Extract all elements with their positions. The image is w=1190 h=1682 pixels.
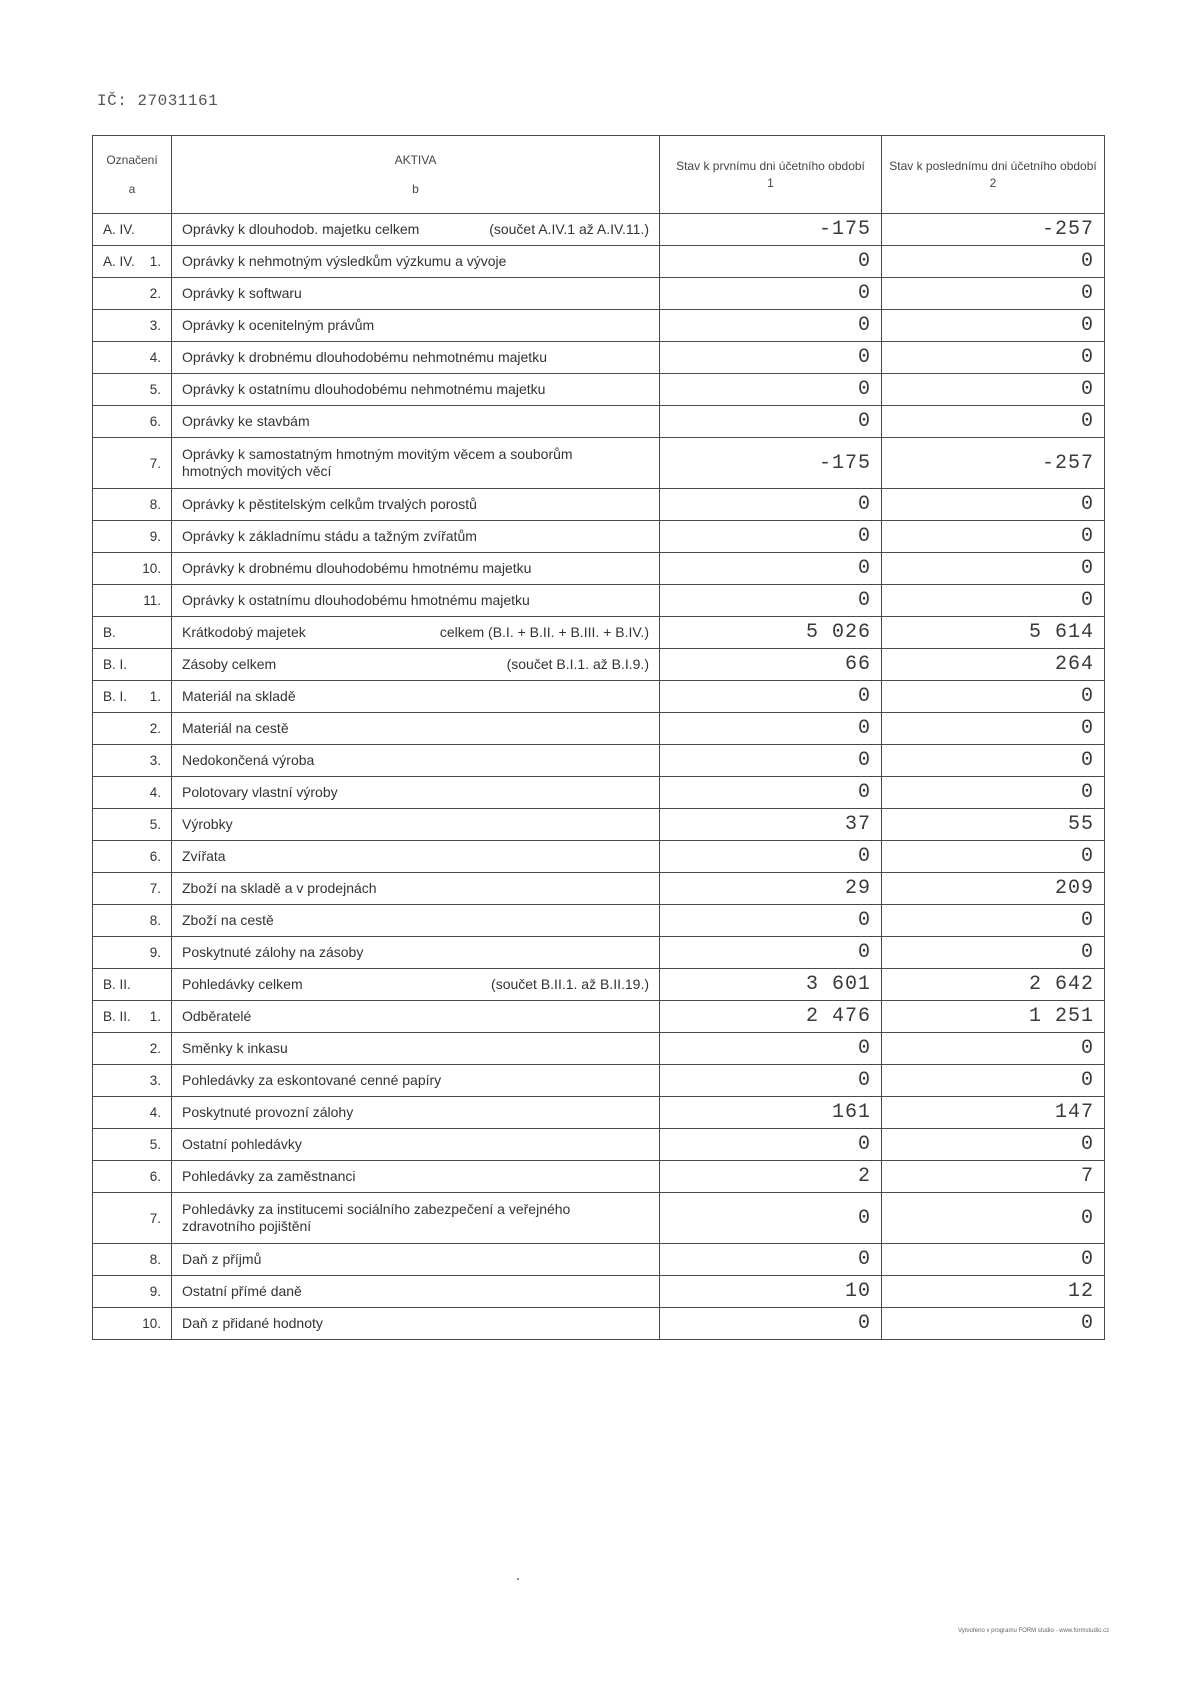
row-item-number: 4.: [149, 785, 161, 800]
row-designation: [93, 873, 172, 905]
table-row: [93, 246, 1105, 278]
header-last-day-sub: 2: [989, 175, 997, 190]
row-label: Odběratelé: [182, 1008, 252, 1024]
row-designation: [93, 777, 172, 809]
row-value-first-day: 0: [660, 521, 882, 553]
table-row: [93, 1129, 1105, 1161]
row-value-first-day: 0: [660, 489, 882, 521]
row-item-number: 5.: [149, 1137, 161, 1152]
row-value-first-day: 0: [660, 342, 882, 374]
row-description: [172, 1065, 660, 1097]
table-row: [93, 278, 1105, 310]
row-description: [172, 1308, 660, 1340]
row-value-last-day: 0: [882, 1193, 1105, 1244]
row-value-last-day: 0: [882, 278, 1105, 310]
row-label: Výrobky: [182, 816, 233, 832]
row-description: [172, 1244, 660, 1276]
table-row: [93, 1065, 1105, 1097]
row-designation: [93, 374, 172, 406]
row-value-last-day: 0: [882, 406, 1105, 438]
row-description: [172, 1033, 660, 1065]
row-value-last-day: -257: [882, 438, 1105, 489]
row-value-last-day: 0: [882, 1308, 1105, 1340]
row-value-first-day: 0: [660, 777, 882, 809]
table-row: [93, 406, 1105, 438]
row-designation: [93, 489, 172, 521]
row-description: [172, 617, 660, 649]
row-value-last-day: 0: [882, 342, 1105, 374]
row-value-last-day: 147: [882, 1097, 1105, 1129]
row-value-first-day: 2 476: [660, 1001, 882, 1033]
row-label: Zboží na cestě: [182, 912, 274, 928]
row-value-last-day: 0: [882, 1033, 1105, 1065]
row-value-last-day: 264: [882, 649, 1105, 681]
row-value-last-day: 0: [882, 585, 1105, 617]
row-value-last-day: 0: [882, 745, 1105, 777]
table-row: [93, 681, 1105, 713]
row-value-first-day: 0: [660, 374, 882, 406]
row-item-number: 6.: [149, 414, 161, 429]
row-designation: [93, 905, 172, 937]
row-description: [172, 969, 660, 1001]
row-value-first-day: 66: [660, 649, 882, 681]
table-row: [93, 649, 1105, 681]
row-value-last-day: 1 251: [882, 1001, 1105, 1033]
row-label: Zásoby celkem: [182, 656, 277, 672]
row-value-first-day: 0: [660, 585, 882, 617]
row-sum-note: (součet B.II.1. až B.II.19.): [491, 976, 649, 992]
row-designation: [93, 1033, 172, 1065]
row-value-first-day: 0: [660, 310, 882, 342]
table-row: [93, 1001, 1105, 1033]
row-label: Daň z příjmů: [182, 1251, 262, 1267]
row-value-last-day: 209: [882, 873, 1105, 905]
row-designation: [93, 937, 172, 969]
row-description: [172, 841, 660, 873]
row-label: Daň z přidané hodnoty: [182, 1315, 323, 1331]
table-row: [93, 374, 1105, 406]
row-description: [172, 438, 660, 489]
row-level-code: B. I.: [103, 689, 128, 704]
header-assets-label: AKTIVA: [394, 152, 437, 167]
table-row: [93, 1097, 1105, 1129]
row-value-last-day: 0: [882, 1244, 1105, 1276]
row-description: [172, 1193, 660, 1244]
row-label: Pohledávky za zaměstnanci: [182, 1168, 356, 1184]
row-description: [172, 905, 660, 937]
row-value-last-day: 5 614: [882, 617, 1105, 649]
row-designation: [93, 1097, 172, 1129]
row-label: Oprávky k pěstitelským celkům trvalých porostů: [182, 496, 477, 512]
header-last-day: [882, 136, 1105, 214]
table-row: [93, 585, 1105, 617]
row-item-number: 4.: [149, 350, 161, 365]
row-designation: [93, 342, 172, 374]
row-value-last-day: 12: [882, 1276, 1105, 1308]
row-description: [172, 521, 660, 553]
row-value-last-day: 0: [882, 841, 1105, 873]
table-row: [93, 342, 1105, 374]
row-value-first-day: 37: [660, 809, 882, 841]
row-label: Pohledávky celkem: [182, 976, 303, 992]
row-label: Směnky k inkasu: [182, 1040, 288, 1056]
header-designation-label: Označení: [106, 152, 158, 167]
header-first-day-sub: 1: [767, 175, 774, 190]
row-designation: [93, 1244, 172, 1276]
row-designation: [93, 214, 172, 246]
row-description: [172, 777, 660, 809]
row-description: [172, 374, 660, 406]
row-value-last-day: 0: [882, 1065, 1105, 1097]
row-value-last-day: 0: [882, 905, 1105, 937]
row-item-number: 4.: [149, 1105, 161, 1120]
row-value-first-day: -175: [660, 214, 882, 246]
table-row: [93, 489, 1105, 521]
row-description: [172, 553, 660, 585]
row-item-number: 8.: [149, 497, 161, 512]
row-value-last-day: 0: [882, 310, 1105, 342]
balance-sheet-assets-table: [92, 135, 1105, 1340]
row-label: Polotovary vlastní výroby: [182, 784, 338, 800]
row-item-number: 7.: [149, 881, 161, 896]
row-value-last-day: 0: [882, 713, 1105, 745]
row-value-first-day: 161: [660, 1097, 882, 1129]
table-row: [93, 809, 1105, 841]
row-description: [172, 713, 660, 745]
row-value-first-day: 5 026: [660, 617, 882, 649]
row-value-last-day: 0: [882, 521, 1105, 553]
row-item-number: 10.: [142, 1316, 161, 1331]
row-item-number: 9.: [149, 1284, 161, 1299]
row-item-number: 1.: [149, 1009, 161, 1024]
row-value-last-day: 0: [882, 489, 1105, 521]
row-designation: [93, 246, 172, 278]
row-level-code: A. IV.: [103, 254, 135, 269]
row-designation: [93, 553, 172, 585]
row-label: Nedokončená výroba: [182, 752, 315, 768]
row-value-first-day: 0: [660, 1065, 882, 1097]
header-assets-sub: b: [412, 181, 419, 196]
row-label: Oprávky k drobnému dlouhodobému hmotnému majetku: [182, 560, 532, 576]
row-label: Krátkodobý majetek: [182, 624, 306, 640]
row-value-last-day: 0: [882, 681, 1105, 713]
row-value-first-day: 0: [660, 1033, 882, 1065]
row-value-first-day: 0: [660, 713, 882, 745]
row-value-first-day: 0: [660, 278, 882, 310]
row-description: [172, 310, 660, 342]
row-label: Oprávky k drobnému dlouhodobému nehmotnému majetku: [182, 349, 547, 365]
row-value-first-day: 0: [660, 1308, 882, 1340]
table-row: [93, 1276, 1105, 1308]
row-label: Poskytnuté provozní zálohy: [182, 1104, 354, 1120]
row-description: [172, 873, 660, 905]
row-value-first-day: 3 601: [660, 969, 882, 1001]
header-first-day: [660, 136, 882, 214]
row-item-number: 10.: [142, 561, 161, 576]
row-item-number: 3.: [149, 318, 161, 333]
row-designation: [93, 745, 172, 777]
row-label: Ostatní přímé daně: [182, 1283, 302, 1299]
row-item-number: 3.: [149, 1073, 161, 1088]
row-value-first-day: 0: [660, 1129, 882, 1161]
scan-speck: [517, 1578, 519, 1580]
table-row: [93, 1033, 1105, 1065]
row-item-number: 5.: [149, 382, 161, 397]
row-description: [172, 745, 660, 777]
row-designation: [93, 521, 172, 553]
row-value-first-day: 0: [660, 246, 882, 278]
row-value-last-day: 0: [882, 246, 1105, 278]
row-sum-note: celkem (B.I. + B.II. + B.III. + B.IV.): [439, 624, 649, 640]
row-level-code: B. II.: [103, 1009, 131, 1024]
row-label: Oprávky k ocenitelným právům: [182, 317, 375, 333]
row-item-number: 9.: [149, 529, 161, 544]
row-item-number: 8.: [149, 1252, 161, 1267]
header-assets: [172, 136, 660, 214]
row-designation: [93, 1193, 172, 1244]
row-value-last-day: -257: [882, 214, 1105, 246]
table-row: [93, 1161, 1105, 1193]
row-designation: [93, 617, 172, 649]
row-designation: [93, 809, 172, 841]
header-first-day-label: Stav k prvnímu dni účetního období: [676, 158, 865, 173]
row-value-last-day: 0: [882, 937, 1105, 969]
row-description: [172, 681, 660, 713]
table-row: [93, 1244, 1105, 1276]
row-designation: [93, 310, 172, 342]
row-designation: [93, 1129, 172, 1161]
row-description: [172, 585, 660, 617]
row-label: Oprávky k základnímu stádu a tažným zvířatům: [182, 528, 477, 544]
row-description: [172, 406, 660, 438]
row-value-last-day: 0: [882, 553, 1105, 585]
row-label: Oprávky k ostatnímu dlouhodobému hmotnému majetku: [182, 592, 530, 608]
row-value-last-day: 2 642: [882, 969, 1105, 1001]
row-designation: [93, 841, 172, 873]
row-description: [172, 214, 660, 246]
company-id: IČ: 27031161: [97, 92, 219, 110]
row-value-first-day: 0: [660, 681, 882, 713]
row-label: Oprávky k samostatným hmotným movitým věcem a souborům hmotných movitých věcí: [182, 446, 573, 479]
header-designation: [93, 136, 172, 214]
row-item-number: 6.: [149, 849, 161, 864]
row-value-last-day: 0: [882, 777, 1105, 809]
row-value-first-day: 0: [660, 745, 882, 777]
row-designation: [93, 1276, 172, 1308]
row-designation: [93, 1065, 172, 1097]
row-value-first-day: 29: [660, 873, 882, 905]
row-description: [172, 246, 660, 278]
table-row: [93, 310, 1105, 342]
row-sum-note: (součet B.I.1. až B.I.9.): [506, 656, 649, 672]
row-label: Pohledávky za eskontované cenné papíry: [182, 1072, 442, 1088]
row-label: Zboží na skladě a v prodejnách: [182, 880, 377, 896]
row-value-first-day: 0: [660, 1244, 882, 1276]
table-row: [93, 777, 1105, 809]
table-row: [93, 905, 1105, 937]
table-row: [93, 713, 1105, 745]
row-value-first-day: 0: [660, 553, 882, 585]
row-item-number: 9.: [149, 945, 161, 960]
row-item-number: 8.: [149, 913, 161, 928]
row-designation: [93, 438, 172, 489]
row-designation: [93, 585, 172, 617]
row-label: Oprávky k ostatnímu dlouhodobému nehmotnému majetku: [182, 381, 546, 397]
row-label: Oprávky k nehmotným výsledkům výzkumu a vývoje: [182, 253, 507, 269]
row-label: Materiál na cestě: [182, 720, 289, 736]
row-value-first-day: 0: [660, 1193, 882, 1244]
table-row: [93, 873, 1105, 905]
table-row: [93, 937, 1105, 969]
row-item-number: 2.: [149, 721, 161, 736]
row-description: [172, 1129, 660, 1161]
row-level-code: A. IV.: [103, 222, 135, 237]
row-description: [172, 1001, 660, 1033]
row-sum-note: (součet A.IV.1 až A.IV.11.): [489, 221, 649, 237]
row-designation: [93, 713, 172, 745]
row-value-first-day: 0: [660, 841, 882, 873]
table-row: [93, 438, 1105, 489]
row-description: [172, 1097, 660, 1129]
row-designation: [93, 969, 172, 1001]
row-designation: [93, 649, 172, 681]
row-description: [172, 1161, 660, 1193]
row-level-code: B.: [103, 625, 116, 640]
row-item-number: 3.: [149, 753, 161, 768]
row-designation: [93, 278, 172, 310]
row-item-number: 1.: [149, 254, 161, 269]
row-item-number: 1.: [149, 689, 161, 704]
row-value-first-day: 0: [660, 937, 882, 969]
row-value-first-day: 2: [660, 1161, 882, 1193]
row-designation: [93, 681, 172, 713]
table-header-row: [93, 136, 1105, 214]
row-description: [172, 809, 660, 841]
row-label: Zvířata: [182, 848, 226, 864]
table-row: [93, 745, 1105, 777]
row-value-first-day: -175: [660, 438, 882, 489]
row-label: Pohledávky za institucemi sociálního zabezpečení a veřejného zdravotního pojištění: [182, 1201, 571, 1234]
row-item-number: 7.: [149, 1210, 161, 1226]
table-row: [93, 553, 1105, 585]
row-label: Ostatní pohledávky: [182, 1136, 302, 1152]
row-description: [172, 489, 660, 521]
row-item-number: 6.: [149, 1169, 161, 1184]
row-designation: [93, 1161, 172, 1193]
row-label: Materiál na skladě: [182, 688, 296, 704]
table-row: [93, 521, 1105, 553]
row-item-number: 2.: [149, 286, 161, 301]
table-row: [93, 1193, 1105, 1244]
header-designation-sub: a: [128, 181, 136, 196]
table-row: [93, 214, 1105, 246]
row-label: Oprávky k dlouhodob. majetku celkem: [182, 221, 420, 237]
row-designation: [93, 1308, 172, 1340]
row-value-last-day: 0: [882, 1129, 1105, 1161]
table-body: [93, 214, 1105, 1340]
row-level-code: B. I.: [103, 657, 128, 672]
row-description: [172, 937, 660, 969]
row-item-number: 11.: [143, 593, 161, 608]
row-item-number: 2.: [149, 1041, 161, 1056]
row-value-first-day: 10: [660, 1276, 882, 1308]
footer-credit: Vytvořeno v programu FORM studio - www.formstudio.cz: [958, 1628, 1110, 1634]
row-description: [172, 342, 660, 374]
row-value-last-day: 55: [882, 809, 1105, 841]
row-value-last-day: 7: [882, 1161, 1105, 1193]
row-label: Oprávky ke stavbám: [182, 413, 310, 429]
row-description: [172, 278, 660, 310]
row-description: [172, 649, 660, 681]
row-label: Poskytnuté zálohy na zásoby: [182, 944, 364, 960]
row-designation: [93, 406, 172, 438]
row-label: Oprávky k softwaru: [182, 285, 302, 301]
row-level-code: B. II.: [103, 977, 131, 992]
row-value-last-day: 0: [882, 374, 1105, 406]
header-last-day-label: Stav k poslednímu dni účetního období: [889, 158, 1097, 173]
table-row: [93, 969, 1105, 1001]
table-row: [93, 617, 1105, 649]
row-value-first-day: 0: [660, 406, 882, 438]
row-item-number: 7.: [149, 455, 161, 471]
row-designation: [93, 1001, 172, 1033]
row-item-number: 5.: [149, 817, 161, 832]
row-value-first-day: 0: [660, 905, 882, 937]
table-row: [93, 841, 1105, 873]
row-description: [172, 1276, 660, 1308]
table-row: [93, 1308, 1105, 1340]
